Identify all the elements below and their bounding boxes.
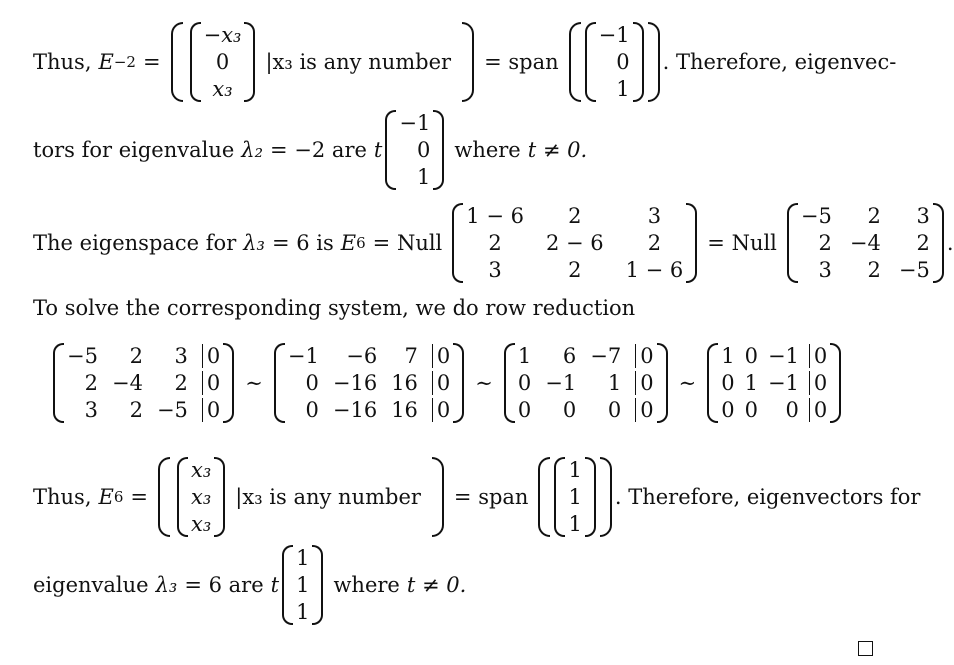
matrix-entry: −16 [332, 371, 378, 395]
matrix-entry: 1 − 6 [466, 204, 524, 228]
span-vector [554, 457, 595, 537]
set-braces [171, 22, 475, 102]
intro-text: To solve the corresponding system, we do row reduction [33, 296, 636, 320]
vector-entry: 0 [416, 138, 431, 162]
matrix-entry: −16 [332, 398, 378, 422]
E-subscript: −2 [113, 53, 136, 71]
matrix-entry: 2 [867, 204, 881, 228]
vector-entry: x₃ [191, 458, 212, 482]
thus-word: Thus, [33, 485, 92, 509]
vector-entry: x₃ [191, 485, 212, 509]
E-subscript: 6 [113, 488, 124, 506]
equivalence-symbol: ∼ [245, 371, 263, 395]
set-condition: |x₃ is any number [235, 485, 421, 509]
vector-entry: 1 [568, 485, 582, 509]
set-condition: |x₃ is any number [265, 50, 452, 74]
matrix-entry: −1 [287, 344, 319, 368]
matrix-entry: 2 [129, 398, 143, 422]
matrix-entry: 3 [84, 398, 98, 422]
matrix-entry: 2 [129, 344, 143, 368]
matrix-entry: 6 [562, 344, 577, 368]
matrix-entry: −4 [849, 231, 881, 255]
matrix-entry: 3 [818, 258, 832, 282]
E-subscript: 6 [356, 234, 366, 252]
matrix-entry: 0 [432, 344, 450, 368]
matrix-entry: 3 [916, 204, 930, 228]
matrix-entry: 1 [721, 344, 735, 368]
matrix-entry: 0 [607, 398, 622, 422]
matrix-entry: −7 [590, 344, 622, 368]
eigenvector [282, 545, 323, 625]
eigenspace-6-result-line [33, 457, 920, 537]
matrix-entry: −5 [898, 258, 930, 282]
row-reduction-intro [33, 296, 635, 320]
augmented-matrix-1 [53, 343, 234, 423]
augmented-matrix-4 [707, 343, 841, 423]
matrix-entry: 2 − 6 [545, 231, 604, 255]
vector-entry: x₃ [212, 77, 233, 101]
matrix-entry: 0 [517, 371, 532, 395]
matrix-entry: 1 − 6 [625, 258, 684, 282]
matrix-entry: −5 [156, 398, 188, 422]
matrix-entry: 1 [607, 371, 622, 395]
E-symbol: E [98, 50, 114, 74]
matrix-entry: 0 [721, 371, 735, 395]
equals-sign: = [142, 50, 161, 74]
matrix-entry: 0 [562, 398, 577, 422]
equivalence-symbol: ∼ [678, 371, 697, 395]
eigenvalue-text: = 6 are [184, 573, 264, 597]
matrix-entry: 0 [202, 398, 220, 422]
line-tail: . Therefore, eigenvectors for [614, 485, 921, 509]
matrix-entry: 1 [517, 344, 532, 368]
matrix-entry: 0 [809, 344, 827, 368]
null-label: = Null [372, 231, 443, 255]
vector-entry: 1 [616, 77, 630, 101]
line-tail: . Therefore, eigenvec- [662, 50, 897, 74]
set-braces [158, 457, 444, 537]
eigenspace-minus2-line [33, 22, 896, 102]
vector-entry: −x₃ [203, 23, 242, 47]
qed-square-icon [858, 641, 873, 656]
span-vector [585, 22, 644, 102]
matrix-entry: 0 [432, 398, 450, 422]
matrix-entry: 0 [517, 398, 532, 422]
lambda-symbol: λ₃ [243, 231, 265, 255]
matrix-entry: 16 [391, 398, 418, 422]
lead-text: tors for eigenvalue [33, 138, 235, 162]
matrix-entry: 0 [432, 371, 450, 395]
equals-sign: = [130, 485, 149, 509]
matrix-entry: 2 [488, 231, 502, 255]
general-vector [190, 22, 256, 102]
eigenspace-6-line [33, 203, 954, 283]
eigenvectors-6-line [33, 545, 466, 625]
matrix-entry: 0 [635, 398, 653, 422]
lead-text: The eigenspace for [33, 231, 237, 255]
null-label: = Null [707, 231, 777, 255]
augmented-matrix-2 [274, 343, 464, 423]
vector-entry: 0 [616, 50, 630, 74]
matrix-entry: 1 [744, 371, 758, 395]
matrix-entry: 2 [568, 204, 582, 228]
vector-entry: 1 [568, 512, 582, 536]
lambda-symbol: λ₃ [155, 573, 178, 597]
lambda-symbol: λ₂ [241, 138, 264, 162]
augmented-matrix-3 [504, 343, 668, 423]
matrix-entry: 3 [647, 204, 662, 228]
matrix-entry: 0 [202, 371, 220, 395]
span-braces [569, 22, 660, 102]
matrix-entry: −1 [767, 344, 799, 368]
vector-entry: 1 [568, 458, 582, 482]
matrix-entry: 2 [174, 371, 188, 395]
vector-entry: 1 [416, 165, 431, 189]
matrix-entry: 2 [568, 258, 582, 282]
matrix-entry: 0 [202, 344, 220, 368]
matrix-entry: 0 [635, 344, 653, 368]
vector-entry: −1 [598, 23, 630, 47]
t-condition: t ≠ 0. [527, 138, 588, 162]
E-symbol: E [340, 231, 357, 255]
matrix-a-minus-6i [452, 203, 697, 283]
E-symbol: E [98, 485, 114, 509]
matrix-entry: 0 [809, 398, 827, 422]
thus-word: Thus, [33, 50, 92, 74]
matrix-entry: 2 [867, 258, 881, 282]
eigenvector [385, 110, 444, 190]
span-braces [538, 457, 611, 537]
matrix-entry: 3 [488, 258, 502, 282]
matrix-entry: 16 [391, 371, 418, 395]
eigenvectors-minus2-line [33, 110, 587, 190]
matrix-entry: −1 [767, 371, 799, 395]
span-label: = span [484, 50, 559, 74]
vector-entry: 1 [296, 573, 310, 597]
where-word: where [333, 573, 400, 597]
t-variable: t [373, 138, 383, 162]
matrix-entry: 0 [809, 371, 827, 395]
where-word: where [454, 138, 521, 162]
matrix-entry: 0 [305, 398, 319, 422]
matrix-entry: −6 [346, 344, 378, 368]
matrix-entry: 0 [305, 371, 319, 395]
matrix-entry: 0 [744, 398, 758, 422]
lead-text: eigenvalue [33, 573, 149, 597]
matrix-entry: 2 [818, 231, 832, 255]
matrix-entry: 3 [174, 344, 188, 368]
vector-entry: x₃ [191, 512, 212, 536]
matrix-entry: −5 [67, 344, 98, 368]
matrix-entry: 0 [721, 398, 735, 422]
span-label: = span [453, 485, 529, 509]
matrix-entry: 0 [785, 398, 799, 422]
t-variable: t [270, 573, 280, 597]
matrix-entry: −1 [545, 371, 577, 395]
matrix-entry: 0 [744, 344, 758, 368]
matrix-numeric [787, 203, 944, 283]
t-condition: t ≠ 0. [406, 573, 467, 597]
matrix-entry: −4 [111, 371, 143, 395]
vector-entry: −1 [399, 111, 431, 135]
general-vector [177, 457, 225, 537]
matrix-entry: 2 [84, 371, 98, 395]
eigenvalue-text: = −2 are [270, 138, 367, 162]
matrix-entry: 2 [647, 231, 662, 255]
matrix-entry: 0 [635, 371, 653, 395]
row-reduction-chain [50, 343, 844, 423]
matrix-entry: 7 [404, 344, 418, 368]
vector-entry: 1 [296, 600, 310, 624]
equivalence-symbol: ∼ [475, 371, 493, 395]
matrix-entry: −5 [800, 204, 832, 228]
matrix-entry: 2 [916, 231, 930, 255]
end-period: . [946, 231, 954, 255]
eigenvalue-text: = 6 is [271, 231, 334, 255]
vector-entry: 0 [215, 50, 230, 74]
vector-entry: 1 [296, 546, 310, 570]
